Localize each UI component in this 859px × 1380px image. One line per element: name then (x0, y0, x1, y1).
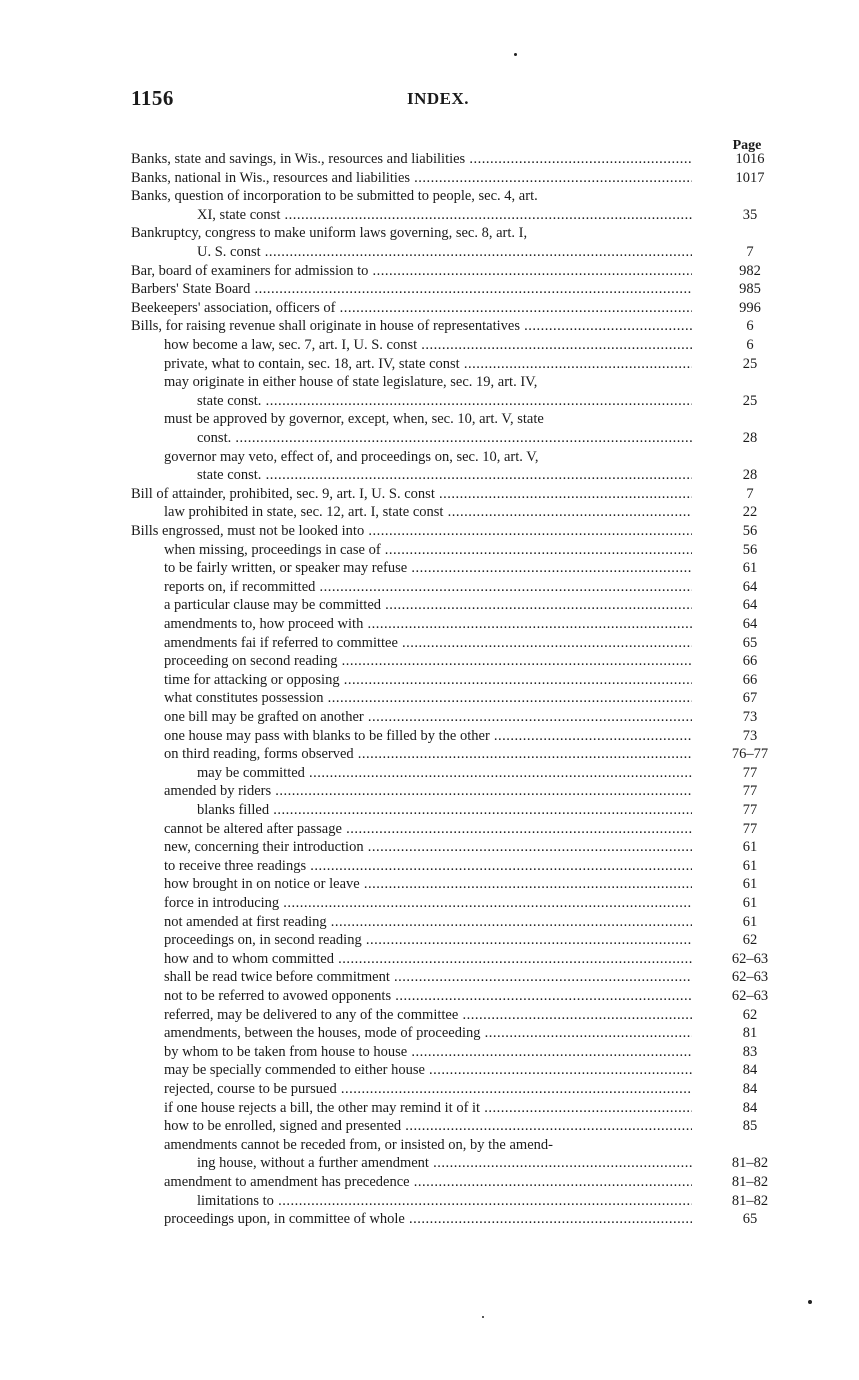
entry-text: state const. ..... (197, 466, 692, 485)
index-entry (0, 764, 859, 783)
scan-speck (808, 1300, 812, 1304)
entry-page: 1017 (735, 169, 765, 186)
entry-text: law prohibited in state, sec. 12, art. I, state const ..... (164, 503, 692, 522)
entry-text: Banks, question of incorporation to be submitted to people, sec. 4, art. (131, 188, 538, 205)
index-entry (0, 336, 859, 355)
entry-page: 84 (742, 1062, 758, 1079)
entry-text: limitations to ..... (197, 1192, 692, 1211)
entry-page: 61 (742, 876, 758, 893)
entry-page: 61 (742, 839, 758, 856)
entry-text: proceeding on second reading ..... (164, 652, 692, 671)
entry-page: 7 (746, 244, 754, 260)
entry-text: Barbers' State Board ..... (131, 280, 692, 299)
entry-page: 61 (742, 560, 758, 577)
entry-text: one house may pass with blanks to be filled by the other ..... (164, 727, 692, 746)
entry-text: rejected, course to be pursued ..... (164, 1080, 692, 1099)
entry-text: Banks, state and savings, in Wis., resources and liabilities ..... (131, 150, 692, 169)
entry-text: state const. ..... (197, 392, 692, 411)
index-entry (0, 485, 859, 504)
entry-page: 25 (742, 392, 758, 409)
entry-text: referred, may be delivered to any of the committee ..... (164, 1006, 692, 1025)
entry-text: proceedings on, in second reading ..... (164, 931, 692, 950)
entry-text: reports on, if recommitted ..... (164, 578, 692, 597)
index-entry (0, 894, 859, 913)
index-entry (0, 838, 859, 857)
index-entry (0, 187, 859, 206)
index-entry (0, 373, 859, 392)
index-entry (0, 634, 859, 653)
index-entry (0, 820, 859, 839)
index-entry (0, 317, 859, 336)
index-entry (0, 1006, 859, 1025)
entry-text: shall be read twice before commitment ..... (164, 968, 692, 987)
entry-text: Bills engrossed, must not be looked into ..... (131, 522, 692, 541)
entry-text: must be approved by governor, except, when, sec. 10, art. V, state (164, 411, 544, 428)
index-entry (0, 1099, 859, 1118)
entry-text: to receive three readings ..... (164, 857, 692, 876)
entry-text: not amended at first reading ..... (164, 913, 692, 932)
entry-text: XI, state const ..... (197, 206, 692, 225)
index-entry (0, 671, 859, 690)
index-entry (0, 410, 859, 429)
entry-page: 35 (742, 206, 758, 223)
entry-page: 77 (742, 820, 758, 837)
index-entry (0, 596, 859, 615)
entry-page: 62 (742, 1006, 758, 1023)
index-entry (0, 559, 859, 578)
entry-text: how brought in on notice or leave ..... (164, 875, 692, 894)
index-entry (0, 615, 859, 634)
entry-page: 73 (742, 727, 758, 744)
index-entry (0, 448, 859, 467)
index-entry (0, 224, 859, 243)
entry-text: may be specially commended to either house ..... (164, 1061, 692, 1080)
index-entry (0, 708, 859, 727)
index-entry (0, 689, 859, 708)
entry-text: may be committed ..... (197, 764, 692, 783)
entry-page: 61 (742, 895, 758, 911)
entry-page: 56 (742, 523, 758, 539)
index-entry (0, 1061, 859, 1080)
entry-page: 22 (742, 504, 758, 521)
entry-page: 62–63 (731, 950, 769, 967)
index-entry (0, 578, 859, 597)
entry-page: 81–82 (731, 1155, 769, 1172)
entry-text: if one house rejects a bill, the other may remind it of it ..... (164, 1099, 692, 1118)
entry-page: 996 (739, 299, 761, 316)
entry-page: 76–77 (731, 746, 769, 763)
entry-text: one bill may be grafted on another ..... (164, 708, 692, 727)
index-entry (0, 782, 859, 801)
entry-text: how to be enrolled, signed and presented ..... (164, 1117, 692, 1136)
entry-page: 77 (742, 802, 758, 818)
entry-page: 66 (742, 671, 758, 688)
entry-page: 73 (742, 709, 758, 725)
entry-text: amendments, between the houses, mode of proceeding ..... (164, 1024, 692, 1043)
entry-page: 56 (742, 541, 758, 558)
index-entry (0, 206, 859, 225)
index-entry (0, 466, 859, 485)
index-entry (0, 541, 859, 560)
entry-text: what constitutes possession ..... (164, 689, 692, 708)
index-entry (0, 429, 859, 448)
entry-text: amendment to amendment has precedence ..... (164, 1173, 692, 1192)
index-entry (0, 1136, 859, 1155)
index-entry (0, 243, 859, 262)
index-entry (0, 931, 859, 950)
entry-text: Bankruptcy, congress to make uniform laws governing, sec. 8, art. I, (131, 225, 528, 242)
entry-text: may originate in either house of state legislature, sec. 19, art. IV, (164, 374, 538, 391)
entry-page: 28 (742, 467, 758, 484)
index-entry (0, 1192, 859, 1211)
index-entry (0, 727, 859, 746)
index-entry (0, 299, 859, 318)
running-head-title: INDEX. (407, 89, 470, 108)
entry-text: amendments fai if referred to committee ..... (164, 634, 692, 653)
entry-text: a particular clause may be committed ..... (164, 596, 692, 615)
entry-text: amendments to, how proceed with ..... (164, 615, 692, 634)
entry-page: 61 (742, 857, 758, 874)
index-entry (0, 1024, 859, 1043)
index-entry (0, 280, 859, 299)
entry-text: Bill of attainder, prohibited, sec. 9, art. I, U. S. const ..... (131, 485, 692, 504)
index-entry (0, 1043, 859, 1062)
entry-page: 81–82 (731, 1192, 769, 1209)
entry-text: ing house, without a further amendment ..... (197, 1154, 692, 1173)
index-entry (0, 522, 859, 541)
page-number: 1156 (131, 86, 174, 110)
entry-page: 62–63 (731, 988, 769, 1004)
entry-text: by whom to be taken from house to house ..... (164, 1043, 692, 1062)
index-entry (0, 1173, 859, 1192)
index-entry (0, 801, 859, 820)
index-entry (0, 968, 859, 987)
entry-text: new, concerning their introduction ..... (164, 838, 692, 857)
index-entry (0, 392, 859, 411)
entry-page: 65 (742, 1211, 758, 1228)
entry-page: 65 (742, 634, 758, 651)
index-entry (0, 1080, 859, 1099)
entry-page: 64 (742, 597, 758, 614)
index-entry (0, 857, 859, 876)
entry-page: 61 (742, 913, 758, 930)
page-column-label: Page (732, 138, 762, 153)
entry-text: when missing, proceedings in case of ..... (164, 541, 692, 560)
entry-page: 83 (742, 1043, 758, 1060)
entry-page: 84 (742, 1099, 758, 1116)
entry-text: Banks, national in Wis., resources and liabilities ..... (131, 169, 692, 188)
entry-page: 25 (742, 355, 758, 372)
index-entry (0, 875, 859, 894)
entry-page: 64 (742, 616, 758, 632)
entry-text: proceedings upon, in committee of whole ..... (164, 1210, 692, 1229)
entry-page: 982 (739, 262, 761, 279)
entry-page: 84 (742, 1081, 758, 1097)
entry-text: on third reading, forms observed ..... (164, 745, 692, 764)
entry-page: 64 (742, 578, 758, 595)
entry-text: Beekeepers' association, officers of ..... (131, 299, 692, 318)
entry-text: how and to whom committed ..... (164, 950, 692, 969)
entry-text: not to be referred to avowed opponents ..... (164, 987, 692, 1006)
entry-text: governor may veto, effect of, and proceedings on, sec. 10, art. V, (164, 448, 539, 465)
entry-page: 85 (742, 1118, 758, 1135)
index-entry (0, 913, 859, 932)
entry-text: time for attacking or opposing ..... (164, 671, 692, 690)
entry-page: 66 (742, 653, 758, 670)
scan-speck (482, 1316, 484, 1318)
entry-text: to be fairly written, or speaker may refuse ..... (164, 559, 692, 578)
scan-speck (514, 53, 517, 56)
index-entry (0, 652, 859, 671)
entry-page: 77 (742, 783, 758, 800)
entry-page: 985 (739, 281, 761, 298)
entry-page: 81–82 (731, 1174, 769, 1190)
index-entry (0, 950, 859, 969)
entry-page: 28 (742, 430, 758, 446)
index-entry (0, 987, 859, 1006)
index-entry (0, 745, 859, 764)
entry-page: 81 (742, 1025, 758, 1042)
entry-page: 6 (746, 337, 754, 353)
entry-text: Bar, board of examiners for admission to ..... (131, 262, 692, 281)
entry-page: 67 (742, 690, 758, 707)
entry-text: const. ..... (197, 429, 692, 448)
index-entry (0, 355, 859, 374)
index-entry (0, 150, 859, 169)
entry-text: U. S. const ..... (197, 243, 692, 262)
entry-page: 1016 (735, 151, 765, 167)
entry-text: blanks filled ..... (197, 801, 692, 820)
entry-text: how become a law, sec. 7, art. I, U. S. const ..... (164, 336, 692, 355)
index-entry (0, 503, 859, 522)
index-entry (0, 169, 859, 188)
index-entry (0, 1117, 859, 1136)
entry-page: 62–63 (731, 969, 769, 986)
entry-text: private, what to contain, sec. 18, art. IV, state const ..... (164, 355, 692, 374)
entry-text: cannot be altered after passage ..... (164, 820, 692, 839)
index-entry (0, 1154, 859, 1173)
entry-text: Bills, for raising revenue shall originate in house of representatives ..... (131, 317, 692, 336)
entry-page: 77 (742, 764, 758, 781)
entry-text: amended by riders ..... (164, 782, 692, 801)
entry-page: 7 (746, 485, 754, 502)
entry-page: 62 (742, 932, 758, 949)
index-entry (0, 1210, 859, 1229)
entry-page: 6 (746, 318, 754, 335)
entry-text: force in introducing ..... (164, 894, 692, 913)
index-entry (0, 262, 859, 281)
entry-text: amendments cannot be receded from, or insisted on, by the amend- (164, 1136, 553, 1153)
